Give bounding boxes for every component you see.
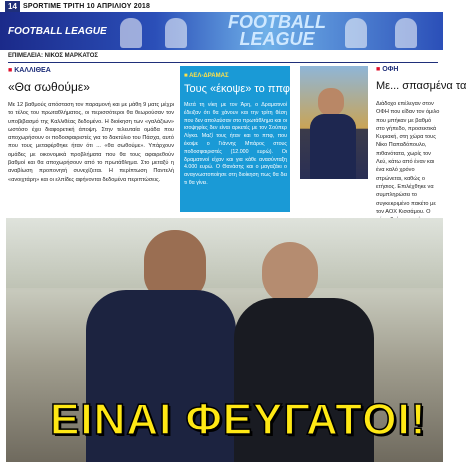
right-section-label: ΟΦΗ xyxy=(382,66,399,73)
divider xyxy=(8,62,438,63)
section-label: FOOTBALL LEAGUE xyxy=(8,26,107,37)
page-number: 14 xyxy=(5,1,20,12)
person-head xyxy=(262,242,318,304)
box-body: Μετά τη νίκη με τον Άρη, ο Δραματινοί έδειξαν ότι θα χάνουν και την τρίτη θέση που δεν απολαύσαν στο πρωτάθλημα και οι ισοψηφίες δεν είναι αρκετές με τον Σούπερ Λίγκα. Μαζί τους ήταν και το ππφ, που έκοψε ο Γιάννης Μπάρος στους ποδοσφαιριστές (12.000 ευρώ). Οι δραματινοί είχαν και για κάθε ανασύνταξη 4.000 ευρώ. Ο Θανάσης και ο μαγαζάκι ο αναγνωστοποίησε στη διοίκηση πως θα δει τι θα γίνει. xyxy=(184,102,287,186)
player-graphic xyxy=(345,18,367,48)
player-graphic xyxy=(165,18,187,48)
bullet-icon: ■ xyxy=(8,67,15,74)
brand-line: SPORTIME ΤΡΙΤΗ 10 ΑΠΡΙΛΙΟΥ 2018 xyxy=(23,3,151,10)
sidebar-box xyxy=(180,66,290,212)
editor-credit: ΕΠΙΜΕΛΕΙΑ: ΝΙΚΟΣ ΜΑΡΚΑΤΟΣ xyxy=(8,53,98,59)
player-graphic xyxy=(120,18,142,48)
box-title: Τους «έκοψε» το ππφ xyxy=(184,83,290,95)
face-shape xyxy=(318,88,344,116)
bullet-icon: ■ xyxy=(184,73,190,79)
bullet-icon: ■ xyxy=(376,66,383,73)
right-section-head xyxy=(376,66,398,73)
box-kicker-label: ΑΕΛ-ΔΡΑΜΑΣ xyxy=(189,73,229,79)
coach-photo xyxy=(300,66,368,179)
left-article-title: «Θα σωθούμε» xyxy=(8,80,90,94)
photo-background xyxy=(6,218,443,288)
left-section-head xyxy=(8,67,51,74)
right-article-title: Με... σπασμένα τα xyxy=(376,80,466,92)
league-logo: FOOTBALL LEAGUE xyxy=(228,12,326,49)
right-article-body: Διάδοχο επέλεγαν στον ΟΦΗ που είδαν τον όμιλο που μπήκαν με βαθμό στο γήπεδο, προσεκτικά Κυριακή, στη χώρα τους Νίκο Παπαδόπουλο, πιθανότατα, χωρίς τον Λεύ, κάτω από έναν και ένα καλό χρόνο στρώνεται, καθώς ο ετήσιος. Επιλέχθηκε να συμπληρώσει το συγκεκριμένο πακέτο με τον ΑΟΧ Κισσάμου. Ο xyxy=(376,101,440,215)
left-section-label: ΚΑΛΛΙΘΕΑ xyxy=(14,67,51,74)
player-graphic xyxy=(395,18,417,48)
jacket-shape xyxy=(310,114,356,179)
left-article-body: Με 12 βαθμούς απόσταση τον παραμονή και με μάθη 9 ματς μέχρι το τέλος του πρωταθλήματος, οι περισσότεροι θα θεωρούσαν τον υποβιβασμό της Καλλιθέας δεδομένο. Η διοίκηση των «γαλάζιων» ωστόσο έχει διαφορετική άποψη. Στην τελευταία ομάδα που αποχωρήσουν οι ποδοσφαιριστές για το δακτύλιο του Πάσχα, αυτό που τους μεταφέρθηκε ήταν ότι ... «θα σωθούμε». Υπάρχουν ομάδες με οικονομικά προβλήματα που θα τους αφαιρεθούν βαθμοί και θα αποχωρήσουν από το πρωτάθλημα. Στο μεταξύ η αναβίωση προπονητή συνεχίζεται. Η περίπτωση Παντελή «ανοιχτάρη» και οι ελπίδες αφήνονται δεδομένα περιπτώσεις. xyxy=(8,102,174,183)
main-headline: ΕΙΝΑΙ ΦΕΥΓΑΤΟΙ! xyxy=(50,395,427,444)
section-banner xyxy=(0,12,443,50)
box-kicker xyxy=(184,73,229,79)
